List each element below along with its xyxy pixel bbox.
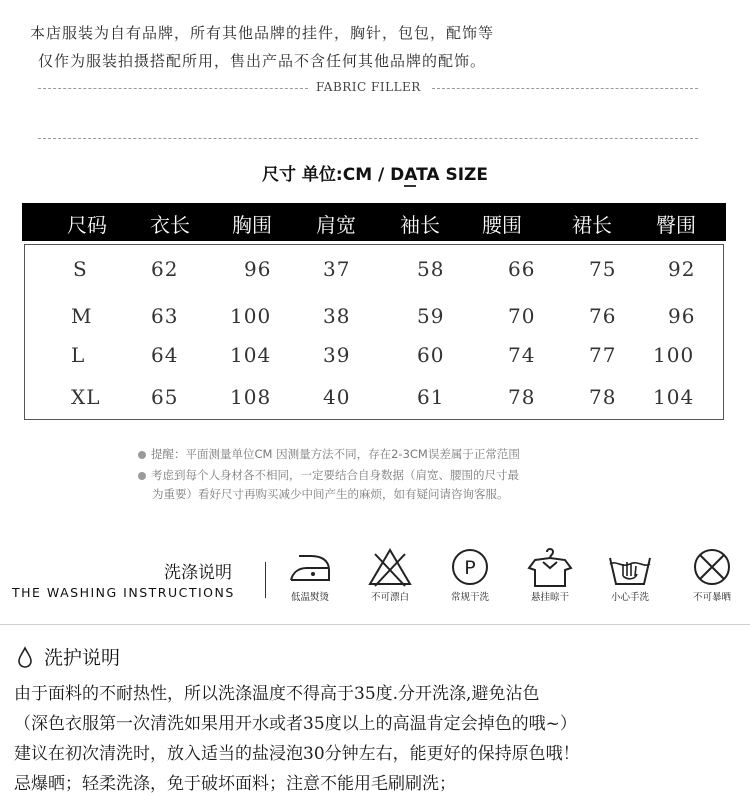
iron-low-label: 低温熨烫 [290,592,329,603]
dry-clean-label: 常规干洗 [450,592,489,603]
tip-1 [138,446,520,462]
table-cell: 77 [589,343,617,367]
table-cell: 59 [417,304,445,328]
table-cell: 64 [151,343,179,367]
dashed-divider-left [38,88,308,89]
table-cell: 65 [151,385,179,409]
table-cell: 62 [151,257,179,281]
table-cell: 96 [244,257,272,281]
header-skirt-length: 裙长 [572,213,612,237]
no-sun-dry-label: 不可暴晒 [692,592,731,603]
table-cell: S [73,257,88,281]
table-cell: L [71,343,86,367]
tip-2-text: 考虑到每个人身材各不相同，一定要结合自身数据（肩宽、腰围的尺寸最 [151,468,519,482]
dashed-divider-right [432,88,698,89]
header-size: 尺码 [67,213,107,237]
tip-1-text: 提醒：平面测量单位CM 因测量方法不同，存在2-3CM误差属于正常范围 [151,447,520,461]
size-table-header [22,203,726,241]
bullet-icon [138,451,146,459]
table-cell: 92 [668,257,696,281]
hand-wash-label: 小心手洗 [610,592,649,603]
table-cell: 61 [417,385,445,409]
header-sleeve: 袖长 [400,213,440,237]
size-table-body [24,244,724,420]
table-cell: 37 [323,257,351,281]
table-cell: 74 [508,343,536,367]
table-cell: 38 [323,304,351,328]
dry-clean-p-icon [442,546,498,603]
bullet-icon [138,472,146,480]
no-sun-dry-icon [684,546,740,603]
table-cell: 100 [230,304,272,328]
table-cell: 58 [417,257,445,281]
tip-2 [138,467,519,483]
table-cell: XL [71,385,101,409]
table-cell: 104 [653,385,695,409]
no-bleach-label: 不可漂白 [370,592,409,603]
hang-dry-icon [522,546,578,603]
table-cell: 70 [508,304,536,328]
header-length: 衣长 [150,213,190,237]
dry-clean-symbol: P [464,557,476,579]
no-bleach-icon [362,546,418,603]
header-waist: 腰围 [482,213,522,237]
care-line-3: 建议在初次清洗时，放入适当的盐浸泡30分钟左右，能更好的保持原色哦！ [14,744,580,764]
care-title: 洗护说明 [44,647,121,669]
care-line-4: 忌爆晒；轻柔洗涤，免于破坏面料；注意不能用毛刷刷洗； [14,774,456,794]
table-cell: 76 [589,304,617,328]
dashed-divider-full [38,138,698,139]
washing-title-cn: 洗涤说明 [164,563,232,583]
table-cell: 40 [323,385,351,409]
washing-separator [265,562,266,598]
table-cell: 100 [653,343,695,367]
table-cell: 104 [230,343,272,367]
care-line-1: 由于面料的不耐热性，所以洗涤温度不得高于35度.分开洗涤,避免沾色 [14,684,540,704]
header-shoulder: 肩宽 [316,213,356,237]
table-cell: 78 [589,385,617,409]
header-bust: 胸围 [232,213,272,237]
iron-low-icon [282,546,338,603]
table-cell: 66 [508,257,536,281]
table-cell: 108 [230,385,272,409]
care-line-2: （深色衣服第一次清洗如果用开水或者35度以上的高温肯定会掉色的哦~） [14,714,577,734]
header-hip: 臀围 [656,213,696,237]
table-cell: 96 [668,304,696,328]
washing-title-en: THE WASHING INSTRUCTIONS [12,585,235,600]
section-divider [0,624,750,625]
hang-dry-label: 悬挂晾干 [530,592,569,603]
size-table-title: 尺寸 单位:CM / DATA SIZE [262,165,488,185]
table-cell: 75 [589,257,617,281]
notice-line-1: 本店服装为自有品牌，所有其他品牌的挂件，胸针，包包，配饰等 [30,24,495,42]
notice-line-2: 仅作为服装拍摄搭配所用，售出产品不含任何其他品牌的配饰。 [38,52,487,70]
table-cell: 63 [151,304,179,328]
water-drop-icon [17,646,33,668]
table-cell: 39 [323,343,351,367]
tip-2-cont: 为重要）看好尺寸再购买减少中间产生的麻烦，如有疑问请咨询客服。 [152,487,509,501]
table-cell: 60 [417,343,445,367]
title-underline [404,185,416,187]
hand-wash-icon [602,546,658,603]
fabric-filler-label: FABRIC FILLER [316,80,421,94]
table-cell: M [71,304,93,328]
table-cell: 78 [508,385,536,409]
